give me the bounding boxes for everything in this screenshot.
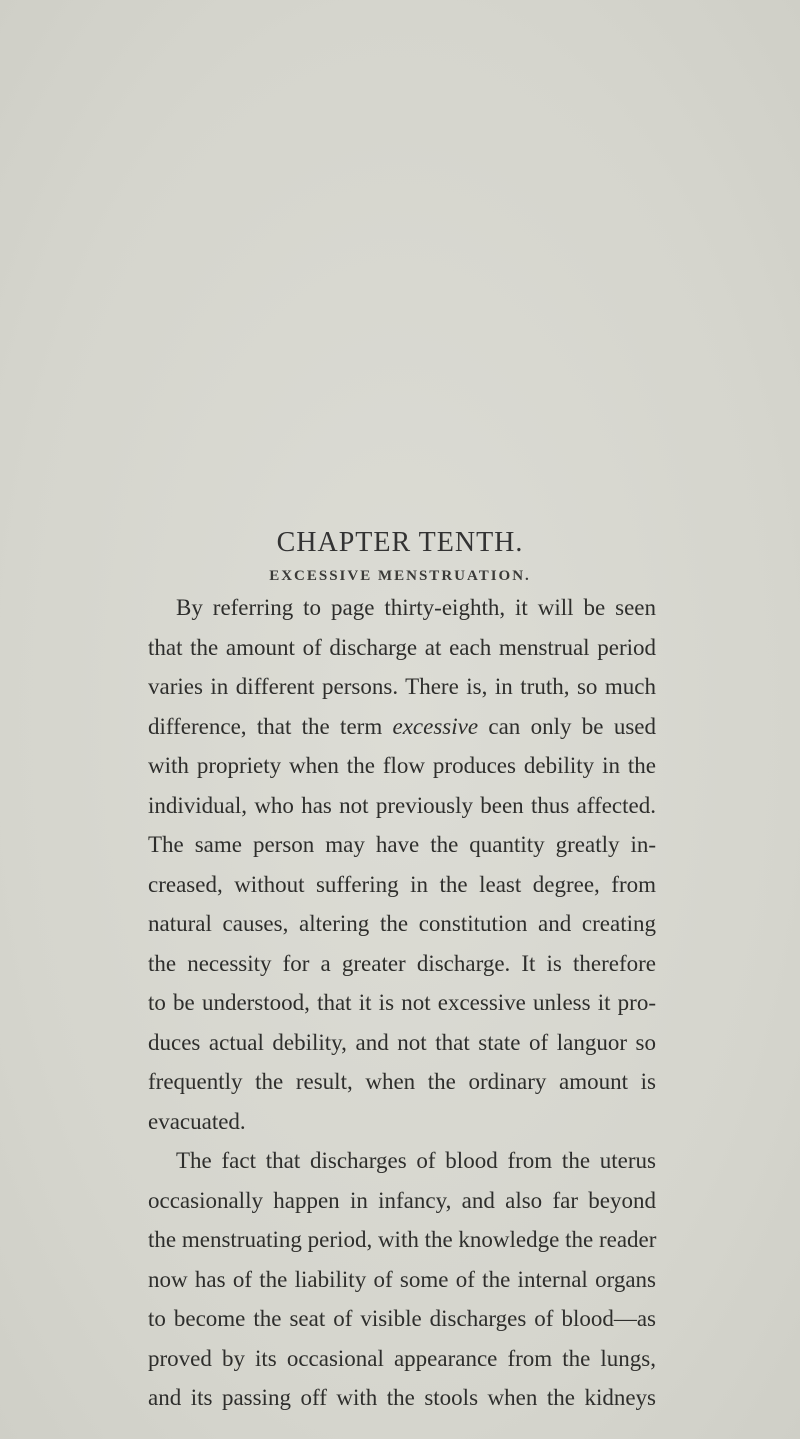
text-line: proved by its occasional appearance from the lungs, (148, 1345, 656, 1371)
text-line: to be understood, that it is not excessive unless it pro- (148, 990, 656, 1015)
text-line: creased, without suffering in the least degree, from (148, 871, 656, 897)
section-title: EXCESSIVE MENSTRUATION. (269, 568, 531, 584)
text-line: that the amount of discharge at each menstrual period (148, 634, 656, 660)
text-line: individual, who has not previously been thus affected. (148, 792, 656, 818)
text-line: now has of the liability of some of the internal organs (148, 1266, 656, 1292)
text-line: occasionally happen in infancy, and also far beyond (148, 1187, 656, 1213)
text-line: The fact that discharges of blood from the uterus (176, 1148, 656, 1173)
text-line: to become the seat of visible discharges of blood—as (148, 1306, 656, 1331)
text-span: can only be used (478, 713, 656, 739)
text-line: frequently the result, when the ordinary amount is (148, 1069, 656, 1094)
text-line: natural causes, altering the constitution and creating (148, 911, 656, 936)
text-line (148, 707, 656, 747)
chapter-title: CHAPTER TENTH. (276, 527, 524, 558)
text-line: evacuated. (148, 1108, 246, 1134)
text-line: the menstruating period, with the knowledge the reader (148, 1227, 657, 1252)
emphasis-excessive: excessive (392, 713, 479, 739)
body-text (148, 588, 656, 1418)
text-line: and its passing off with the stools when the kidneys (148, 1385, 656, 1410)
text-line: with propriety when the flow produces debility in the (148, 753, 656, 778)
text-line: the necessity for a greater discharge. It is therefore (148, 950, 656, 976)
text-span: difference, that the term (148, 713, 393, 739)
text-line: varies in different persons. There is, in truth, so much (148, 674, 656, 699)
text-line: By referring to page thirty-eighth, it will be seen (176, 595, 656, 620)
text-line: The same person may have the quantity greatly in- (148, 832, 656, 857)
text-line: duces actual debility, and not that state of languor so (148, 1029, 656, 1055)
